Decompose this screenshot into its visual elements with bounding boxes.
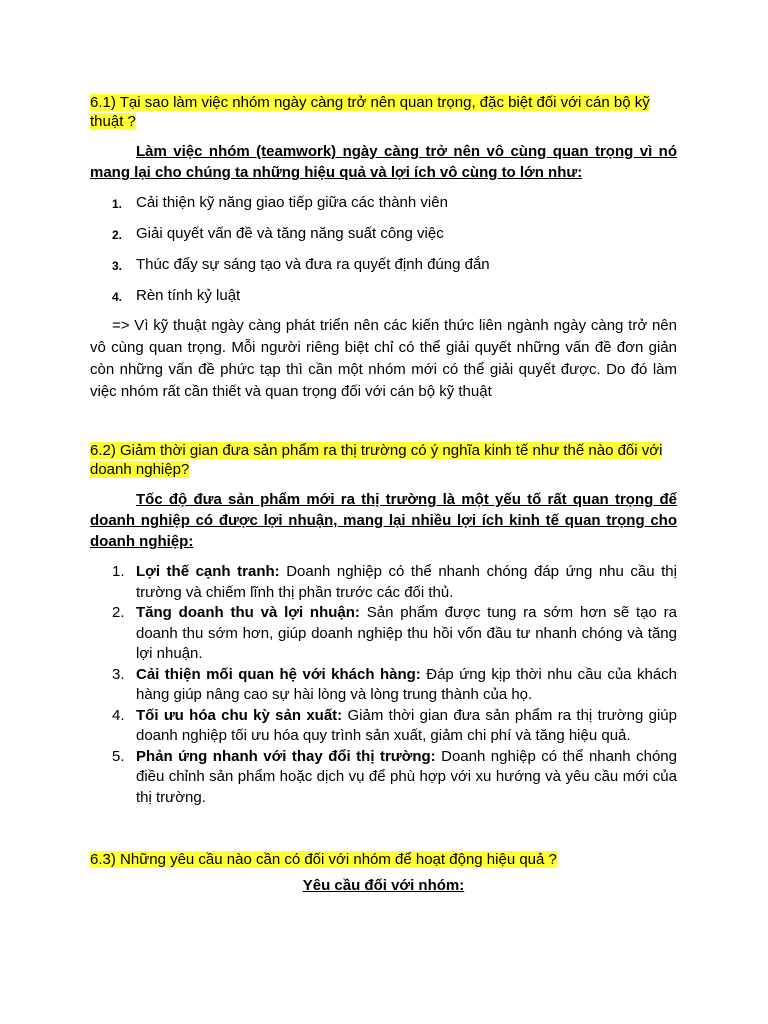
section-intro: Tốc độ đưa sản phẩm mới ra thị trường là một yếu tố rất quan trọng để doanh nghiệp có được lợi nhuận, mang lại nhiều lợi ích kinh tế quan trọng cho doanh nghiệp: <box>90 491 677 550</box>
list-text: Cải thiện kỹ năng giao tiếp giữa các thành viên <box>136 194 448 211</box>
document-page <box>90 93 677 896</box>
list-item <box>90 603 677 665</box>
item-text: Giảm thời gian đưa sản phẩm ra thị trường giúp doanh nghiệp tối ưu hóa quy trình sản xuất, giảm chi phí và tăng hiệu quả. <box>136 706 677 744</box>
item-title: Tăng doanh thu và lợi nhuận: <box>136 604 360 621</box>
item-title: Lợi thế cạnh tranh: <box>136 563 280 580</box>
list-item <box>90 255 677 286</box>
benefit-list <box>90 193 677 317</box>
question-6-2 <box>90 441 677 479</box>
question-6-3 <box>90 850 677 869</box>
item-title: Tối ưu hóa chu kỳ sản xuất: <box>136 706 343 724</box>
list-item <box>90 224 677 255</box>
item-text: Doanh nghiệp có thể nhanh chóng điều chỉnh sản phẩm hoặc dịch vụ để phù hợp với xu hướng và yêu cầu mới của thị trường. <box>136 747 677 806</box>
list-item <box>90 706 677 747</box>
list-number: 4. <box>112 290 123 304</box>
economic-benefit-list <box>90 562 677 808</box>
question-highlight: 6.1) Tại sao làm việc nhóm ngày càng trở nên quan trọng, đặc biệt đối với cán bộ kỹ thuật ? <box>90 94 650 130</box>
conclusion-paragraph: => Vì kỹ thuật ngày càng phát triển nên các kiến thức liên ngành ngày càng trở nên vô cùng quan trọng. Mỗi người riêng biệt chỉ có thể giải quyết những vấn đề đơn giản còn những vấn đề phức tạp thì cần một nhóm mới có thể giải quyết được. Do đó làm việc nhóm rất cần thiết và quan trọng đối với cán bộ kỹ thuật <box>90 317 677 400</box>
list-item <box>90 747 677 809</box>
list-number: 4. <box>112 706 125 724</box>
list-item <box>90 193 677 224</box>
list-number: 3. <box>112 259 123 273</box>
item-text: Sản phẩm được tung ra sớm hơn sẽ tạo ra doanh thu sớm hơn, giúp doanh nghiệp thu hồi vốn đầu tư nhanh chóng và tăng lợi nhuận. <box>136 604 678 662</box>
list-text: Giải quyết vấn đề và tăng năng suất công việc <box>136 225 444 242</box>
item-title: Cải thiện mối quan hệ với khách hàng: <box>136 665 421 683</box>
list-item <box>90 562 677 603</box>
item-text: Đáp ứng kịp thời nhu cầu của khách hàng giúp nâng cao sự hài lòng và lòng trung thành của họ. <box>136 665 678 703</box>
list-number: 1. <box>112 197 123 211</box>
list-item <box>90 665 677 706</box>
list-number: 3. <box>112 665 125 683</box>
section-intro: Làm việc nhóm (teamwork) ngày càng trở nên vô cùng quan trọng vì nó mang lại cho chúng ta những hiệu quả và lợi ích vô cùng to lớn như: <box>90 143 677 181</box>
item-text: Doanh nghiệp có thể nhanh chóng đáp ứng nhu cầu thị trường và chiếm lĩnh thị phần trước các đối thủ. <box>136 563 677 601</box>
item-title: Phản ứng nhanh với thay đổi thị trường: <box>136 747 436 765</box>
list-text: Thúc đẩy sự sáng tạo và đưa ra quyết định đúng đắn <box>136 256 490 273</box>
list-number: 2. <box>112 604 125 621</box>
list-item <box>90 286 677 317</box>
list-number: 1. <box>112 563 125 580</box>
question-highlight: 6.3) Những yêu cầu nào cần có đối với nhóm để hoạt động hiệu quả ? <box>90 851 557 868</box>
question-6-1 <box>90 93 677 131</box>
list-number: 5. <box>112 747 125 765</box>
list-number: 2. <box>112 228 123 242</box>
question-highlight: 6.2) Giảm thời gian đưa sản phẩm ra thị trường có ý nghĩa kinh tế như thế nào đối với doanh nghiệp? <box>90 442 663 478</box>
section-heading: Yêu cầu đối với nhóm: <box>302 877 465 894</box>
list-text: Rèn tính kỷ luật <box>136 287 241 304</box>
